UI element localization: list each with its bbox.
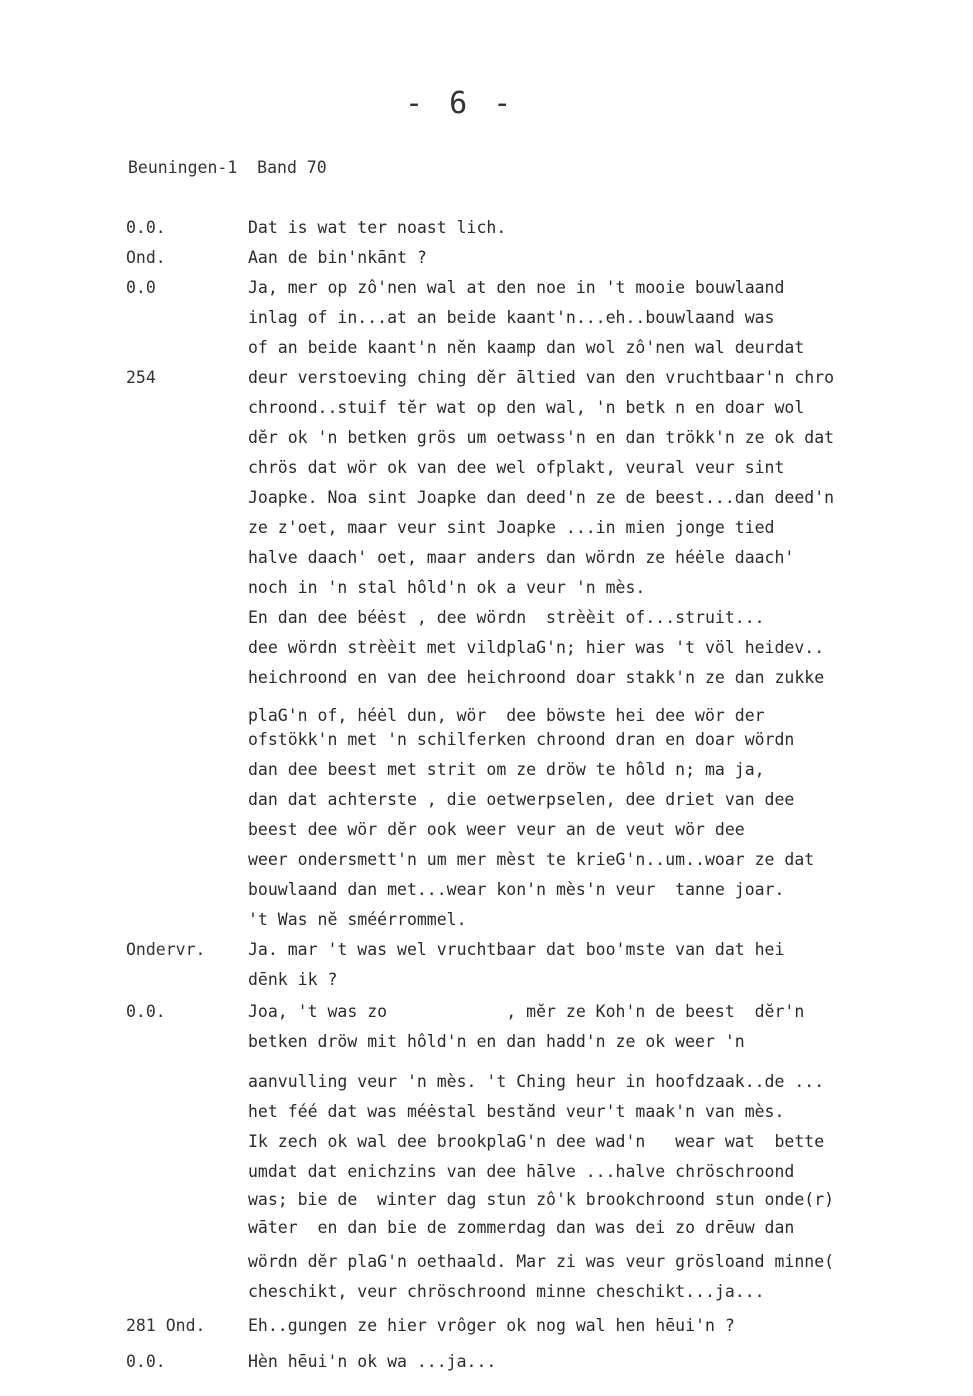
transcript-line (0, 788, 973, 812)
line-text: Dat is wat ter noast lich. (248, 218, 507, 237)
line-text: Aan de bin'nkānt ? (248, 248, 427, 267)
line-text: chrös dat wör ok van dee wel ofplakt, veural veur sint (248, 458, 785, 477)
line-text: dĕr ok 'n betken grös um oetwass'n en dan trökk'n ze ok dat (248, 428, 835, 447)
transcript-line (0, 1100, 973, 1124)
line-text: weer ondersmett'n um mer mèst te krieG'n..um..woar ze dat (248, 850, 815, 869)
speaker-label: 254 (126, 368, 156, 387)
line-text: het féé dat was méėstal bestănd veur't maak'n van mès. (248, 1102, 785, 1121)
line-text: inlag of in...at an beide kaant'n...eh..bouwlaand was (248, 308, 775, 327)
line-text: was; bie de winter dag stun zô'k brookchroond stun onde(r) (248, 1190, 835, 1209)
transcript-line (0, 576, 973, 600)
transcript-line (0, 1350, 973, 1374)
transcript-line (0, 1250, 973, 1274)
line-text: Ik zech ok wal dee brookplaG'n dee wad'n wear wat bette (248, 1132, 825, 1151)
line-text: deur verstoeving ching dĕr āltied van den vruchtbaar'n chro (248, 368, 835, 387)
line-text: wördn dĕr plaG'n oethaald. Mar zi was veur grösloand minne( (248, 1252, 835, 1271)
transcript-line (0, 456, 973, 480)
line-text: 't Was nĕ sméérrommel. (248, 910, 467, 929)
transcript-line (0, 606, 973, 630)
transcript-line (0, 516, 973, 540)
transcript-line (0, 878, 973, 902)
transcript-line (0, 848, 973, 872)
line-text: ze z'oet, maar veur sint Joapke ...in mien jonge tied (248, 518, 775, 537)
line-text: cheschikt, veur chröschroond minne cheschikt...ja... (248, 1282, 765, 1301)
page-number: - 6 - (405, 86, 516, 121)
transcript-line (0, 426, 973, 450)
line-text: Joa, 't was zo , mĕr ze Koh'n de beest dĕr'n (248, 1002, 805, 1021)
transcript-line (0, 666, 973, 690)
line-text: Hèn hēui'n ok wa ...ja... (248, 1352, 497, 1371)
line-text: dan dee beest met strit om ze dröw te hôld n; ma ja, (248, 760, 765, 779)
transcript-line (0, 968, 973, 992)
transcript-line (0, 636, 973, 660)
line-text: noch in 'n stal hôld'n ok a veur 'n mès. (248, 578, 646, 597)
transcript-line (0, 704, 973, 728)
transcript-line (0, 1130, 973, 1154)
transcript-line (0, 1216, 973, 1240)
line-text: Ja, mer op zô'nen wal at den noe in 't mooie bouwlaand (248, 278, 785, 297)
line-text: heichroond en van dee heichroond doar stakk'n ze dan zukke (248, 668, 825, 687)
transcript-line (0, 1314, 973, 1338)
transcript-line (0, 758, 973, 782)
speaker-label: 0.0. (126, 1352, 166, 1371)
transcript-line (0, 908, 973, 932)
line-text: dan dat achterste , die oetwerpselen, dee driet van dee (248, 790, 795, 809)
transcript-line (0, 246, 973, 270)
transcript-line (0, 486, 973, 510)
transcript-line (0, 276, 973, 300)
transcript-line (0, 546, 973, 570)
speaker-label: 281 Ond. (126, 1316, 206, 1335)
line-text: umdat dat enichzins van dee hālve ...halve chröschroond (248, 1162, 795, 1181)
line-text: plaG'n of, héėl dun, wör dee böwste hei dee wör der (248, 706, 765, 725)
transcript-line (0, 336, 973, 360)
line-text: Joapke. Noa sint Joapke dan deed'n ze de beest...dan deed'n (248, 488, 835, 507)
transcript-line (0, 1160, 973, 1184)
transcript-line (0, 728, 973, 752)
line-text: Ja. mar 't was wel vruchtbaar dat boo'mste van dat hei (248, 940, 785, 959)
transcript-line (0, 396, 973, 420)
transcript-line (0, 1070, 973, 1094)
transcript-line (0, 1280, 973, 1304)
line-text: bouwlaand dan met...wear kon'n mès'n veur tanne joar. (248, 880, 785, 899)
transcript-line (0, 1000, 973, 1024)
line-text: halve daach' oet, maar anders dan wördn ze héėle daach' (248, 548, 795, 567)
line-text: wāter en dan bie de zommerdag dan was dei zo drēuw dan (248, 1218, 795, 1237)
transcript-line (0, 216, 973, 240)
line-text: aanvulling veur 'n mès. 't Ching heur in hoofdzaak..de ... (248, 1072, 825, 1091)
line-text: betken dröw mit hôld'n en dan hadd'n ze ok weer 'n (248, 1032, 745, 1051)
line-text: dēnk ik ? (248, 970, 338, 989)
document-header: Beuningen-1 Band 70 (128, 158, 327, 177)
transcript-line (0, 306, 973, 330)
transcript-line (0, 1188, 973, 1212)
speaker-label: 0.0. (126, 218, 166, 237)
speaker-label: 0.0 (126, 278, 156, 297)
transcript-line (0, 1030, 973, 1054)
speaker-label: Ond. (126, 248, 166, 267)
line-text: beest dee wör dĕr ook weer veur an de veut wör dee (248, 820, 745, 839)
transcript-line (0, 366, 973, 390)
line-text: of an beide kaant'n nĕn kaamp dan wol zô'nen wal deurdat (248, 338, 805, 357)
speaker-label: Ondervr. (126, 940, 206, 959)
line-text: ofstökk'n met 'n schilferken chroond dran en doar wördn (248, 730, 795, 749)
speaker-label: 0.0. (126, 1002, 166, 1021)
line-text: En dan dee béėst , dee wördn strèèit of...struit... (248, 608, 765, 627)
transcript-line (0, 938, 973, 962)
line-text: dee wördn strèèit met vildplaG'n; hier was 't völ heidev.. (248, 638, 825, 657)
line-text: Eh..gungen ze hier vrôger ok nog wal hen hēui'n ? (248, 1316, 735, 1335)
transcript-line (0, 818, 973, 842)
line-text: chroond..stuif tĕr wat op den wal, 'n betk n en doar wol (248, 398, 805, 417)
